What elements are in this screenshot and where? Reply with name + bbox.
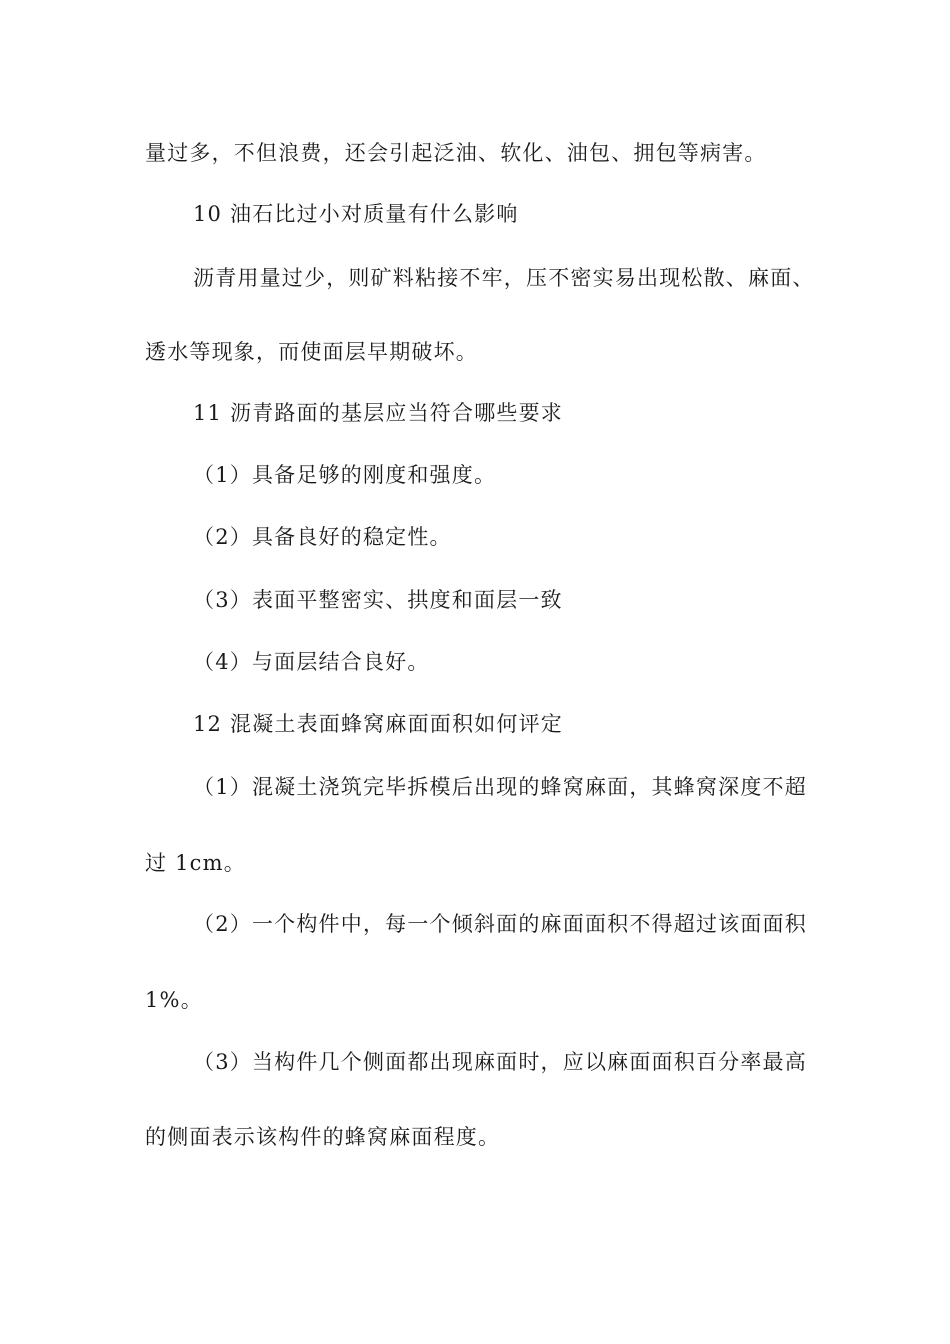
list-item: （3）当构件几个侧面都出现麻面时，应以麻面面积百分率最高 [193, 1050, 807, 1074]
paragraph-line: 沥青用量过少，则矿料粘接不牢，压不密实易出现松散、麻面、 [193, 266, 815, 290]
list-item: （1）具备足够的刚度和强度。 [193, 463, 497, 487]
paragraph-line: 的侧面表示该构件的蜂窝麻面程度。 [145, 1125, 501, 1149]
paragraph-line: 透水等现象，而使面层早期破坏。 [145, 340, 478, 364]
section-heading-11: 11 沥青路面的基层应当符合哪些要求 [193, 401, 563, 425]
list-item: （3）表面平整密实、拱度和面层一致 [193, 588, 563, 612]
list-item: （4）与面层结合良好。 [193, 650, 430, 674]
paragraph-line: 量过多，不但浪费，还会引起泛油、软化、油包、拥包等病害。 [145, 141, 767, 165]
section-heading-10: 10 油石比过小对质量有什么影响 [193, 202, 519, 226]
section-heading-12: 12 混凝土表面蜂窝麻面面积如何评定 [193, 712, 563, 736]
paragraph-line: 过 1cm。 [145, 851, 246, 875]
list-item: （2）一个构件中，每一个倾斜面的麻面面积不得超过该面面积 [193, 912, 807, 936]
list-item: （2）具备良好的稳定性。 [193, 525, 452, 549]
list-item: （1）混凝土浇筑完毕拆模后出现的蜂窝麻面，其蜂窝深度不超 [193, 775, 807, 799]
paragraph-line: 1%。 [145, 988, 203, 1012]
